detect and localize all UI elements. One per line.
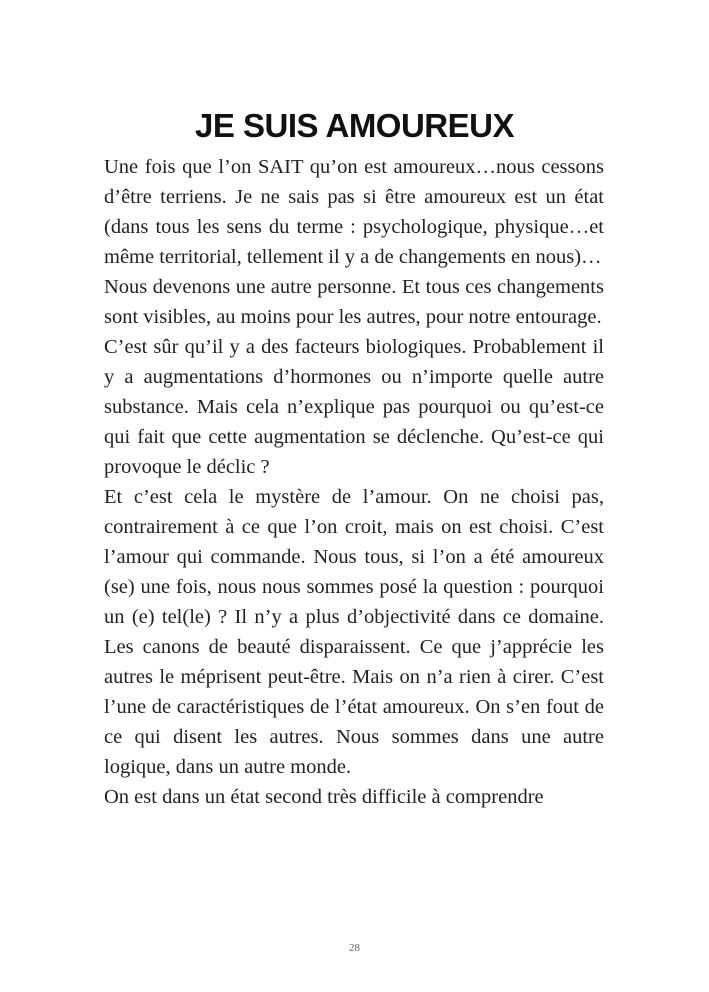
paragraph-1: Une fois que l’on SAIT qu’on est amoureux…nous cessons d’être terriens. Je ne sais pas si être amoureux est un état (dans tous les sens du terme : psychologique, physique…et même territorial, tellement il y a de changements en nous)…: [104, 156, 604, 268]
paragraph-2: Nous devenons une autre personne. Et tous ces changements sont visibles, au moins pour les autres, pour notre entourage.: [104, 276, 604, 328]
chapter-body: [104, 152, 604, 812]
chapter-title: JE SUIS AMOUREUX: [194, 107, 514, 145]
paragraph-4: Et c’est cela le mystère de l’amour. On ne choisi pas, contrairement à ce que l’on croit, mais on est choisi. C’est l’amour qui commande. Nous tous, si l’on a été amoureux (se) une fois, nous nous sommes posé la question : pourquoi un (e) tel(le) ? Il n’y a plus d’objectivité dans ce domaine. Les canons de beauté disparaissent. Ce que j’apprécie les autres le méprisent peut-être. Mais on n’a rien à cirer. C’est l’une de caractéristiques de l’état amoureux. On s’en fout de ce qui disent les autres. Nous sommes dans une autre logique, dans un autre monde.: [104, 486, 604, 778]
paragraph-5: On est dans un état second très difficile à comprendre: [104, 786, 544, 808]
paragraph-3: C’est sûr qu’il y a des facteurs biologiques. Probablement il y a augmentations d’hormones ou n’importe quelle autre substance. Mais cela n’explique pas pourquoi ou qu’est-ce qui fait que cette augmentation se déclenche. Qu’est-ce qui provoque le déclic ?: [104, 336, 604, 478]
page-number: 28: [349, 942, 360, 954]
